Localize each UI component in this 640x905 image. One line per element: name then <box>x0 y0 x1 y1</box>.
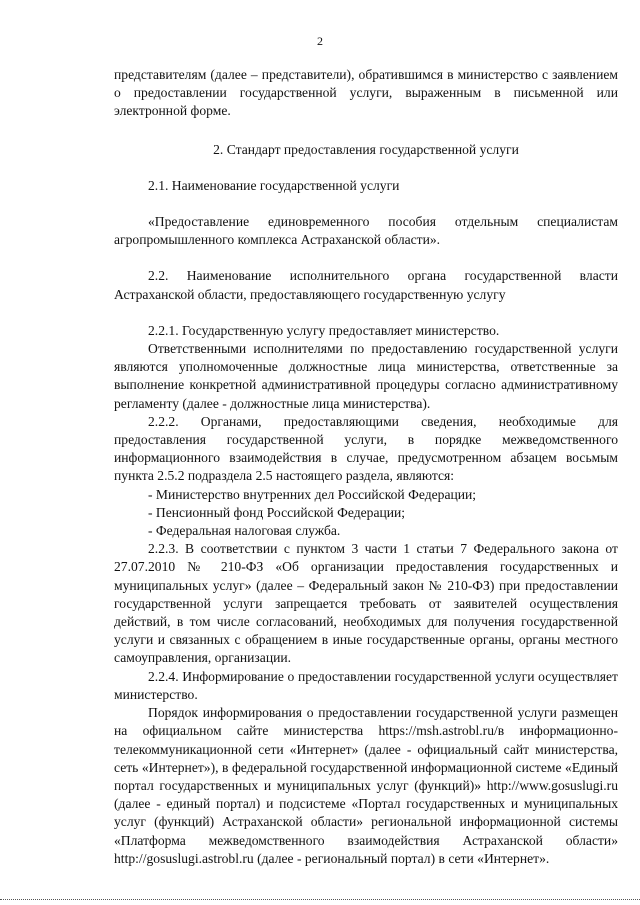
paragraph-2-2-4-informing-order: Порядок информирования о предоставлении государственной услуги размещен на официальном сайте министерства https://msh.astrobl.ru/в информационно-телекоммуникационной сети «Интернет» (далее - официальный сайт министерства, сеть «Интернет»), в федеральной государственной информационной системе «Единый портал государственных и муниципальных услуг (функций)» http://www.gosuslugi.ru (далее - единый портал) и подсистеме «Портал государственных и муниципальных услуг (функций) Астраханской области» региональной информационной системы «Платформа межведомственного взаимодействия Астраханской области» http://gosuslugi.astrobl.ru (далее - региональный портал) в сети «Интернет». <box>114 705 618 866</box>
list-item: - Министерство внутренних дел Российской Федерации; <box>148 486 477 502</box>
subsection-2-1-heading: 2.1. Наименование государственной услуги <box>148 177 400 193</box>
paragraph-2-2-1: 2.2.1. Государственную услугу предоставляет министерство. <box>148 322 500 338</box>
section-2-title: 2. Стандарт предоставления государственной услуги <box>213 141 519 157</box>
subsection-2-1-text: «Предоставление единовременного пособия отдельным специалистам агропромышленного комплекса Астраханской области». <box>114 214 618 248</box>
intro-paragraph: представителям (далее – представители), обратившимся в министерство с заявлением о предоставлении государственной услуги, выраженным в письменной или электронной форме. <box>114 67 618 119</box>
paragraph-2-2-1-responsible: Ответственными исполнителями по предоставлению государственной услуги являются уполномоченные должностные лица министерства, ответственные за выполнение конкретной административной процедуры согласно административному регламенту (далее - должностные лица министерства). <box>114 341 618 411</box>
paragraph-2-2-2: 2.2.2. Органами, предоставляющими сведения, необходимые для предоставления государственной услуги, в порядке межведомственного информационного взаимодействия в случае, предусмотренном абзацем восьмым пункта 2.5.2 подраздела 2.5 настоящего раздела, являются: <box>114 413 618 484</box>
list-item: - Пенсионный фонд Российской Федерации; <box>148 504 406 520</box>
paragraph-2-2-4: 2.2.4. Информирование о предоставлении государственной услуги осуществляет министерство. <box>114 668 618 702</box>
document-body <box>114 66 618 868</box>
list-item: - Федеральная налоговая служба. <box>148 523 341 539</box>
page-number: 2 <box>317 34 323 48</box>
page-bottom-divider <box>0 899 640 900</box>
paragraph-2-2-3: 2.2.3. В соответствии с пунктом 3 части 1 статьи 7 Федерального закона от 27.07.2010 № 210-ФЗ «Об организации предоставления государственных и муниципальных услуг» (далее – Федеральный закон № 210-ФЗ) при предоставлении государственной услуги запрещается требовать от заявителей осуществления действий, в том числе согласований, необходимых для получения государственной услуги и связанных с обращением в иные государственные органы, органы местного самоуправления, организации. <box>114 541 618 666</box>
subsection-2-2-heading: 2.2. Наименование исполнительного органа государственной власти Астраханской области, предоставляющего государственную услугу <box>114 268 618 302</box>
